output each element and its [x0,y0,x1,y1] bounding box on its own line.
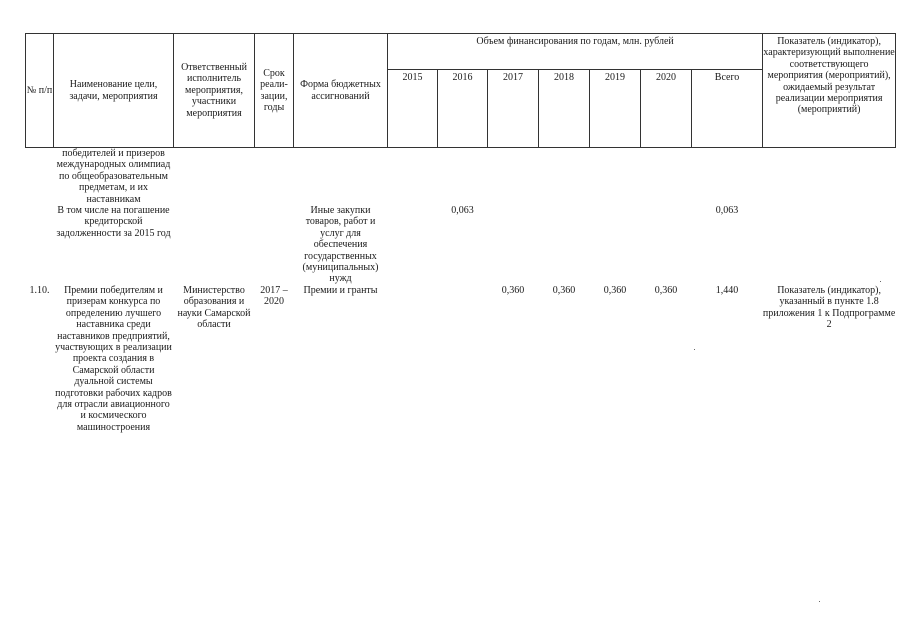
row-term: 2017 – 2020 [260,284,288,308]
row-value-2019: 0,360 [603,284,627,296]
scan-speck [694,349,695,350]
header-form: Форма бюджетных ассигнований [294,34,388,148]
row-executor [174,148,255,206]
header-indicator: Показатель (индикатор), характеризующий выполнение соответствующего мероприятия (мероприятий), ожидаемый результат реализации мероприятия (мероприятий) [763,34,896,148]
row-value-2017 [488,148,539,206]
row-term [255,148,294,206]
row-indicator [763,148,896,206]
row-indicator: Показатель (индикатор), указанный в пункте 1.8 приложения 1 к Подпрограмме 2 [762,284,896,331]
row-value-2018 [539,148,590,206]
header-year: 2020 [641,70,692,148]
row-value-total: 1,440 [715,284,739,296]
header-year: 2019 [590,70,641,148]
header-row [26,34,896,70]
row-executor: Министерство образования и науки Самарской области [177,284,251,331]
header-name: Наименование цели, задачи, мероприятия [54,34,174,148]
row-value-2020 [641,205,692,285]
header-total: Всего [692,70,763,148]
row-value-2019 [590,148,641,206]
table-row [26,285,896,433]
row-name: победителей и призеров международных олимпиад по общеобразовательным предметам, и их наставникам [56,148,171,205]
row-value-2016: 0,063 [451,205,474,217]
row-form: Иные закупки товаров, работ и услуг для обеспечения государственных (муниципальных) нужд [302,205,379,285]
header-term: Срок реали- зации, годы [255,34,294,148]
header-financing: Объем финансирования по годам, млн. рублей [388,34,763,70]
row-value-2018 [539,205,590,285]
row-value-2019 [590,205,641,285]
row-value-2020 [641,148,692,206]
row-form: Премии и гранты [303,284,378,296]
row-value-2016 [438,285,488,433]
header-year: 2016 [438,70,488,148]
row-name: Премии победителям и призерам конкурса по определению лучшего наставника среди наставников предприятий, участвующих в реализации проекта создания в Самарской области дуальной системы подготовки рабочих кадров для отрасли авиационного и космического машиностроения [55,284,172,433]
row-value-2015 [388,285,438,433]
row-num [26,205,54,285]
header-num: № п/п [26,34,54,148]
row-form [294,148,388,206]
financing-table [25,33,896,433]
header-year: 2015 [388,70,438,148]
row-value-total: 0,063 [715,205,739,217]
header-year: 2017 [488,70,539,148]
row-value-2016 [438,148,488,206]
row-value-2015 [388,148,438,206]
header-executor: Ответственный исполнитель мероприятия, участники мероприятия [174,34,255,148]
row-value-2020: 0,360 [654,284,678,296]
row-value-2015 [388,205,438,285]
row-executor [174,205,255,285]
scan-speck [880,281,881,282]
row-indicator [763,205,896,285]
row-num: 1.10. [29,284,50,296]
table-row [26,148,896,206]
row-value-2017: 0,360 [501,284,525,296]
scan-speck [819,601,820,602]
row-value-2017 [488,205,539,285]
row-value-2018: 0,360 [552,284,576,296]
row-value-total [692,148,763,206]
header-year: 2018 [539,70,590,148]
row-name: В том числе на погашение кредиторской задолженности за 2015 год [56,205,171,239]
row-term [255,205,294,285]
row-num [26,148,54,206]
table-row [26,205,896,285]
